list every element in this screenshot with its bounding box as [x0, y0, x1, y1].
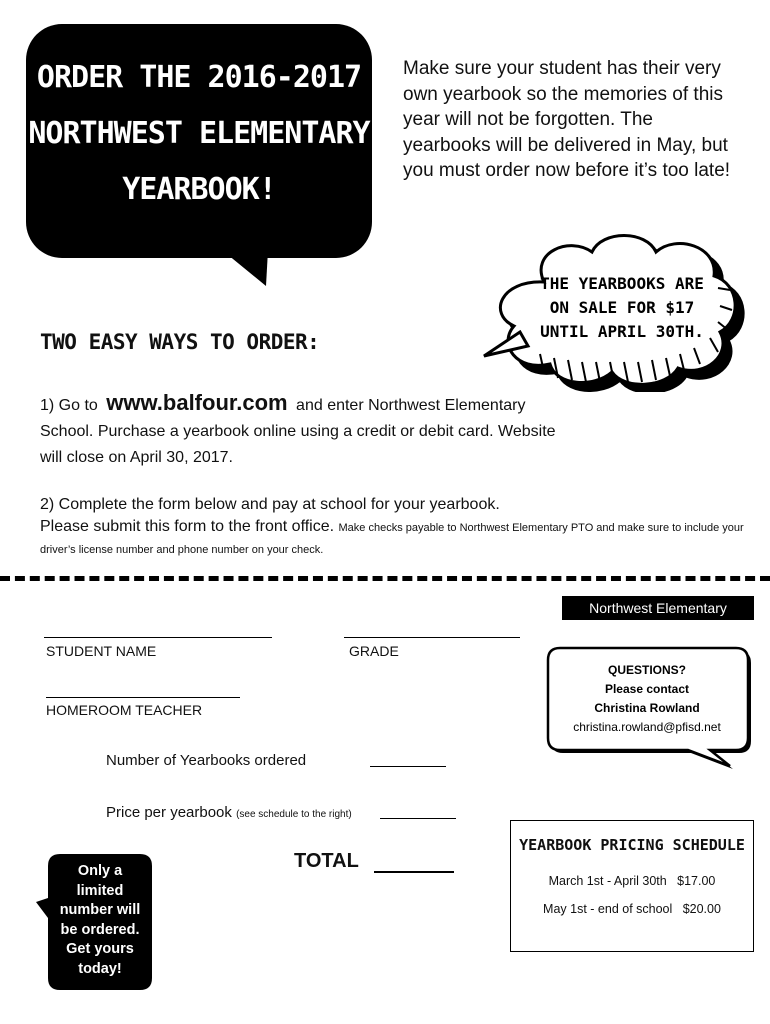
limited-line: limited	[76, 882, 124, 899]
title-line: YEARBOOK!	[122, 172, 276, 207]
questions-title: QUESTIONS?	[607, 663, 686, 677]
pricing-row	[510, 902, 754, 916]
price-label-text: Price per yearbook	[106, 804, 232, 821]
check-note: Make checks payable to Northwest Elementary PTO and make sure to include your driver’s license number and phone number on your check.	[40, 522, 744, 556]
title-line: ORDER THE 2016-2017	[36, 60, 362, 95]
limited-line: be ordered.	[60, 921, 140, 938]
questions-text	[552, 661, 742, 737]
student-name-label: STUDENT NAME	[46, 643, 157, 659]
price-per-yearbook-field[interactable]	[380, 818, 456, 819]
title-line: NORTHWEST ELEMENTARY	[28, 116, 370, 151]
limited-line: number will	[59, 902, 141, 918]
intro-paragraph: Make sure your student has their very own yearbook so the memories of this year will not be forgotten. The yearbooks will be delivered in May, but you must order now before it’s too late!	[403, 58, 731, 181]
limited-text	[48, 862, 152, 979]
limited-line: today!	[78, 960, 122, 977]
option-2-line: 2) Complete the form below and pay at school for your yearbook.	[40, 496, 500, 513]
order-ways-heading: TWO EASY WAYS TO ORDER:	[40, 330, 320, 354]
pricing-row	[510, 874, 754, 888]
limited-line: Get yours	[66, 941, 134, 957]
option-2-text	[40, 494, 760, 560]
questions-contact-line: Please contact	[604, 682, 690, 696]
option-1-suffix: and enter Northwest Elementary School. Purchase a yearbook online using a credit or debit card. Website will close on April 30, 2017.	[40, 397, 556, 466]
pricing-schedule-title: YEARBOOK PRICING SCHEDULE	[519, 836, 745, 854]
grade-field[interactable]	[344, 637, 520, 638]
cut-line	[0, 576, 770, 581]
website-link[interactable]: www.balfour.com	[106, 390, 288, 415]
pricing-period: March 1st - April 30th	[548, 874, 667, 888]
total-label: TOTAL	[294, 850, 359, 872]
option-1-text	[40, 390, 560, 471]
option-2-line: Please submit this form to the front office.	[40, 518, 335, 535]
homeroom-teacher-label: HOMEROOM TEACHER	[46, 702, 203, 718]
sale-line: UNTIL APRIL 30TH.	[540, 322, 704, 341]
page-title	[26, 50, 372, 218]
sale-cloud-text	[537, 272, 707, 344]
pricing-price: $20.00	[682, 902, 721, 916]
student-name-field[interactable]	[44, 637, 272, 638]
total-field[interactable]	[374, 871, 454, 873]
school-banner: Northwest Elementary	[562, 596, 754, 620]
sale-line: THE YEARBOOKS ARE	[540, 274, 704, 293]
price-per-yearbook-label	[106, 804, 352, 821]
option-1-prefix: 1) Go to	[40, 397, 98, 414]
contact-email[interactable]: christina.rowland@pfisd.net	[573, 720, 721, 734]
pricing-price: $17.00	[677, 874, 716, 888]
number-ordered-field[interactable]	[370, 766, 446, 767]
price-note: (see schedule to the right)	[236, 809, 352, 820]
contact-name: Christina Rowland	[594, 701, 700, 715]
sale-line: ON SALE FOR $17	[549, 298, 695, 317]
number-ordered-label: Number of Yearbooks ordered	[106, 752, 307, 769]
limited-line: Only a	[77, 863, 123, 879]
grade-label: GRADE	[349, 643, 399, 659]
pricing-period: May 1st - end of school	[543, 902, 673, 916]
homeroom-teacher-field[interactable]	[46, 697, 240, 698]
